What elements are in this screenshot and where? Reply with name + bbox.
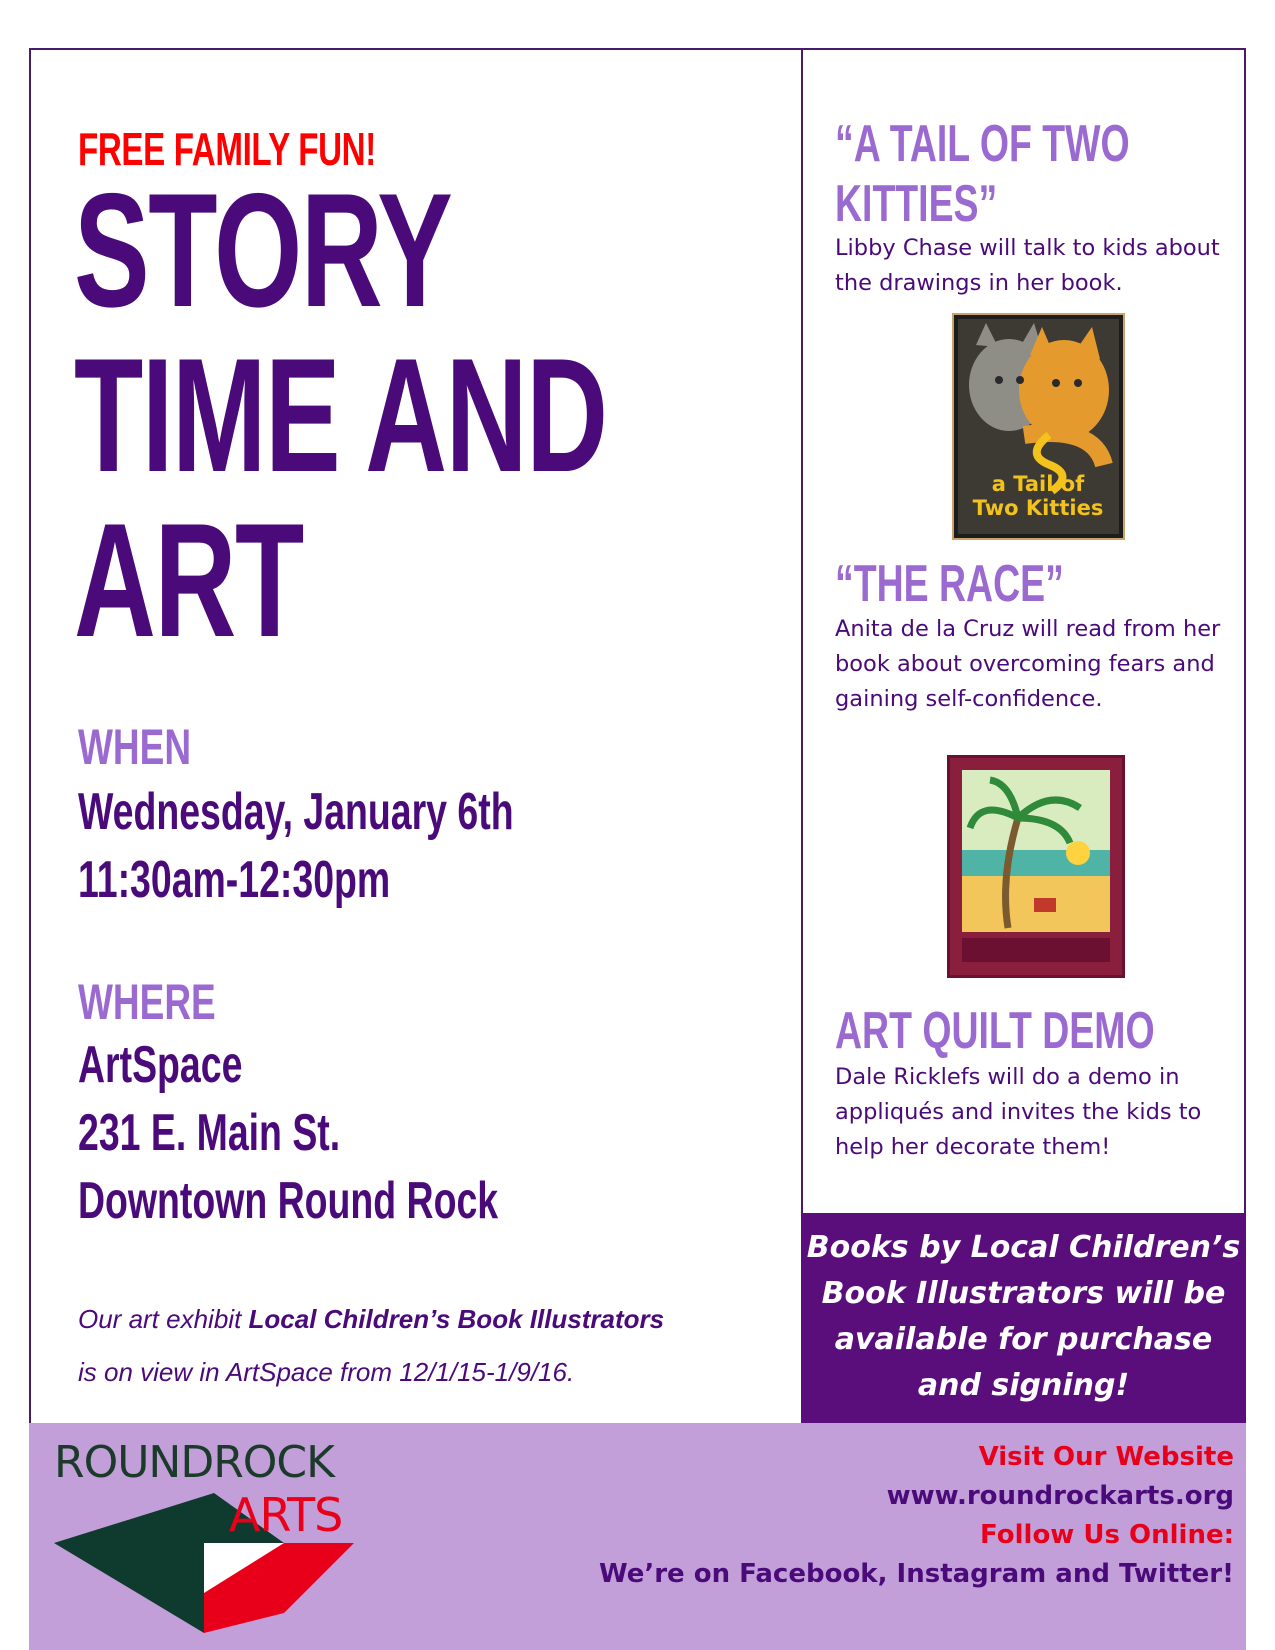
section2-title: “THE RACE” — [835, 555, 1064, 613]
event-date: Wednesday, January 6th — [78, 783, 514, 841]
social-text: We’re on Facebook, Instagram and Twitter! — [598, 1559, 1234, 1589]
cover1-title-line-1: a Tail of — [991, 472, 1085, 496]
follow-label: Follow Us Online: — [980, 1520, 1234, 1550]
event-title-line-2: TIME AND — [74, 325, 607, 506]
book-cover-two-kitties — [952, 313, 1125, 540]
venue-area: Downtown Round Rock — [78, 1172, 499, 1230]
where-label: WHERE — [78, 974, 216, 1030]
website-link[interactable]: www.roundrockarts.org — [886, 1481, 1234, 1511]
book-cover-the-race — [947, 755, 1125, 978]
venue-street: 231 E. Main St. — [78, 1104, 341, 1162]
cover1-title-line-2: Two Kitties — [972, 496, 1104, 520]
event-time: 11:30am-12:30pm — [78, 851, 391, 909]
callout-box — [801, 1213, 1246, 1423]
section2-description: Anita de la Cruz will read from her book about overcoming fears and gaining self-confidence. — [835, 616, 1221, 712]
cats-illustration — [954, 315, 1123, 538]
section1-title-line-1: “A TAIL OF TWO — [835, 115, 1130, 173]
section1-description: Libby Chase will talk to kids about the drawings in her book. — [835, 235, 1220, 296]
exhibit-dates: is on view in ArtSpace from 12/1/15-1/9/16. — [78, 1357, 575, 1387]
footer — [29, 1423, 1246, 1650]
venue-name: ArtSpace — [78, 1036, 243, 1094]
logo-wordmark-top: ROUNDROCK — [54, 1437, 334, 1488]
logo-wordmark-bottom: ARTS — [229, 1488, 343, 1542]
exhibit-title: Local Children’s Book Illustrators — [248, 1304, 665, 1334]
section3-title: ART QUILT DEMO — [835, 1002, 1155, 1060]
event-title-line-1: STORY — [74, 160, 452, 341]
section3-description: Dale Ricklefs will do a demo in appliqués and invites the kids to help her decorate them! — [835, 1064, 1202, 1160]
callout-text: Books by Local Children’s Book Illustrators will be available for purchase and signing! — [806, 1230, 1241, 1403]
tagline: FREE FAMILY FUN! — [78, 123, 376, 175]
event-title-line-3: ART — [74, 490, 303, 671]
exhibit-prefix: Our art exhibit — [78, 1304, 249, 1334]
exhibit-note — [78, 1293, 758, 1399]
section1-title-line-2: KITTIES” — [835, 175, 998, 233]
beach-illustration — [950, 758, 1122, 975]
footer-contact — [599, 1438, 1234, 1594]
when-label: WHEN — [78, 719, 192, 775]
visit-label: Visit Our Website — [978, 1442, 1234, 1472]
